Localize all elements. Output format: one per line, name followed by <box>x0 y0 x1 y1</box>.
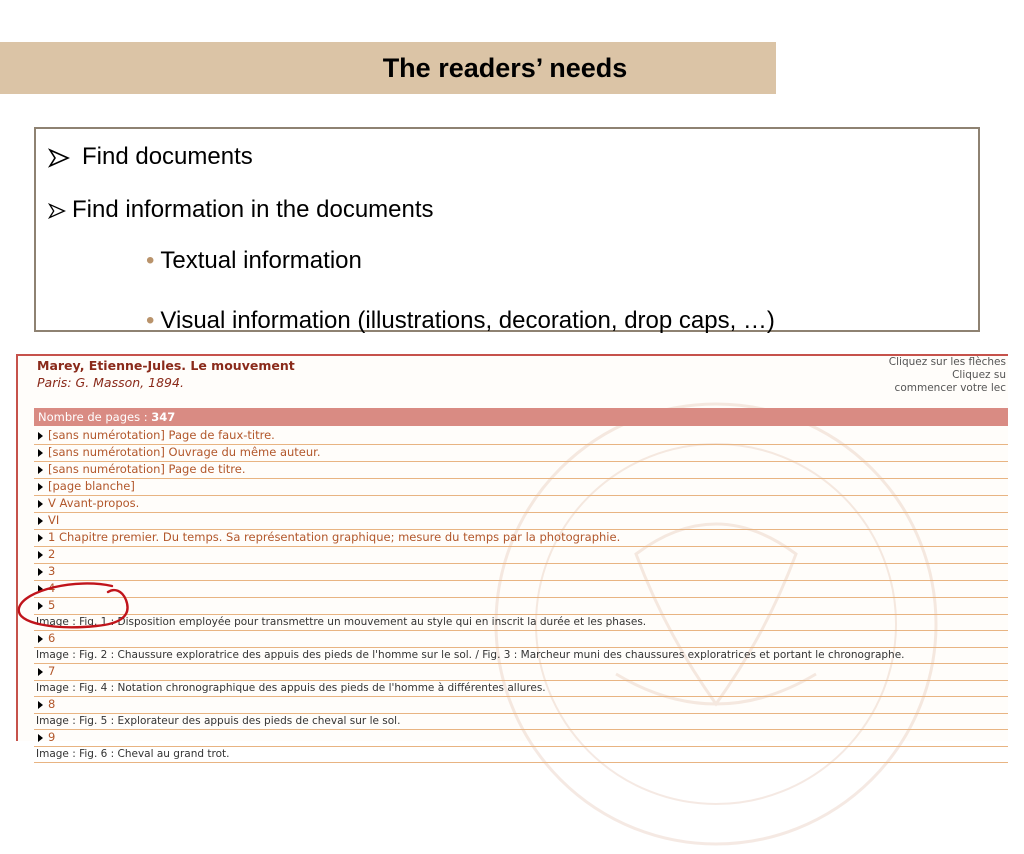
page-link[interactable]: 3 <box>48 564 56 578</box>
book-author-title: Marey, Etienne-Jules. Le mouvement <box>37 358 295 373</box>
image-entry[interactable] <box>34 681 1008 697</box>
expand-triangle-icon[interactable] <box>38 449 43 457</box>
page-count-label: Nombre de pages : <box>38 410 152 424</box>
image-entry[interactable] <box>34 747 1008 763</box>
bullet-find-documents <box>48 143 253 171</box>
bullet-text: Textual information <box>160 247 362 274</box>
page-link[interactable]: 7 <box>48 664 56 678</box>
page-link[interactable]: [sans numérotation] Page de titre. <box>48 462 246 476</box>
page-entry[interactable] <box>34 564 1008 581</box>
page-entry[interactable] <box>34 530 1008 547</box>
page-link[interactable]: V Avant-propos. <box>48 496 140 510</box>
expand-triangle-icon[interactable] <box>38 534 43 542</box>
page-link[interactable]: 4 <box>48 581 56 595</box>
page-link[interactable]: 5 <box>48 598 56 612</box>
page-entry[interactable] <box>34 697 1008 714</box>
bullet-find-information <box>48 196 434 224</box>
page-entry[interactable] <box>34 581 1008 598</box>
image-caption[interactable]: Image : Fig. 6 : Cheval au grand trot. <box>36 748 230 760</box>
page-entry[interactable] <box>34 479 1008 496</box>
expand-triangle-icon[interactable] <box>38 668 43 676</box>
page-entry[interactable] <box>34 664 1008 681</box>
page-count-value: 347 <box>151 410 176 424</box>
expand-triangle-icon[interactable] <box>38 568 43 576</box>
page-entry[interactable] <box>34 631 1008 648</box>
bullet-text: Find information in the documents <box>72 196 434 223</box>
bullet-text: Find documents <box>82 143 253 170</box>
sub-bullet-textual <box>146 247 362 275</box>
arrow-bullet-icon <box>48 202 66 220</box>
image-entry[interactable] <box>34 648 1008 664</box>
image-entry[interactable] <box>34 714 1008 730</box>
image-entry[interactable] <box>34 615 1008 631</box>
expand-triangle-icon[interactable] <box>38 517 43 525</box>
expand-triangle-icon[interactable] <box>38 701 43 709</box>
screenshot-border <box>16 354 18 741</box>
page-link[interactable]: VI <box>48 513 60 527</box>
image-caption[interactable]: Image : Fig. 1 : Disposition employée pour transmettre un mouvement au style qui en inscrit la durée et les phases. <box>36 616 647 628</box>
library-screenshot <box>16 354 1008 760</box>
page-link[interactable]: 9 <box>48 730 56 744</box>
expand-triangle-icon[interactable] <box>38 734 43 742</box>
expand-triangle-icon[interactable] <box>38 432 43 440</box>
page-entry[interactable] <box>34 730 1008 747</box>
image-caption[interactable]: Image : Fig. 4 : Notation chronographique des appuis des pieds de l'homme à différentes allures. <box>36 682 546 694</box>
sub-bullet-visual <box>146 307 775 335</box>
screenshot-border <box>16 354 1008 356</box>
page-count-bar <box>34 408 1008 426</box>
page-entry[interactable] <box>34 428 1008 445</box>
bullet-text: Visual information (illustrations, decoration, drop caps, …) <box>160 307 775 334</box>
page-list <box>34 428 1008 763</box>
dot-bullet-icon: • <box>146 247 155 274</box>
page-link[interactable]: [page blanche] <box>48 479 135 493</box>
expand-triangle-icon[interactable] <box>38 551 43 559</box>
page-entry[interactable] <box>34 462 1008 479</box>
page-entry[interactable] <box>34 547 1008 564</box>
page-link[interactable]: [sans numérotation] Ouvrage du même auteur. <box>48 445 321 459</box>
page-entry[interactable] <box>34 445 1008 462</box>
page-link[interactable]: 6 <box>48 631 56 645</box>
slide-title: The readers’ needs <box>382 53 628 83</box>
navigation-hint: Cliquez sur les flèches Cliquez su commencer votre lec <box>888 356 1006 394</box>
image-caption[interactable]: Image : Fig. 2 : Chaussure exploratrice des appuis des pieds de l'homme sur le sol. / Fig. 3 : Marcheur muni des chaussures exploratrices et portant le chronographe. <box>36 649 905 661</box>
page-entry[interactable] <box>34 513 1008 530</box>
page-link[interactable]: 2 <box>48 547 56 561</box>
book-publication: Paris: G. Masson, 1894. <box>37 375 184 390</box>
page-link[interactable]: [sans numérotation] Page de faux-titre. <box>48 428 275 442</box>
dot-bullet-icon: • <box>146 307 155 334</box>
page-entry[interactable] <box>34 496 1008 513</box>
page-link[interactable]: 8 <box>48 697 56 711</box>
bullet-box <box>34 127 980 332</box>
page-entry[interactable] <box>34 598 1008 615</box>
page-link[interactable]: 1 Chapitre premier. Du temps. Sa représentation graphique; mesure du temps par la photographie. <box>48 530 621 544</box>
expand-triangle-icon[interactable] <box>38 500 43 508</box>
image-caption[interactable]: Image : Fig. 5 : Explorateur des appuis des pieds de cheval sur le sol. <box>36 715 401 727</box>
title-bar <box>0 42 776 94</box>
expand-triangle-icon[interactable] <box>38 483 43 491</box>
annotation-circle <box>16 580 136 640</box>
arrow-bullet-icon <box>48 147 70 169</box>
expand-triangle-icon[interactable] <box>38 466 43 474</box>
